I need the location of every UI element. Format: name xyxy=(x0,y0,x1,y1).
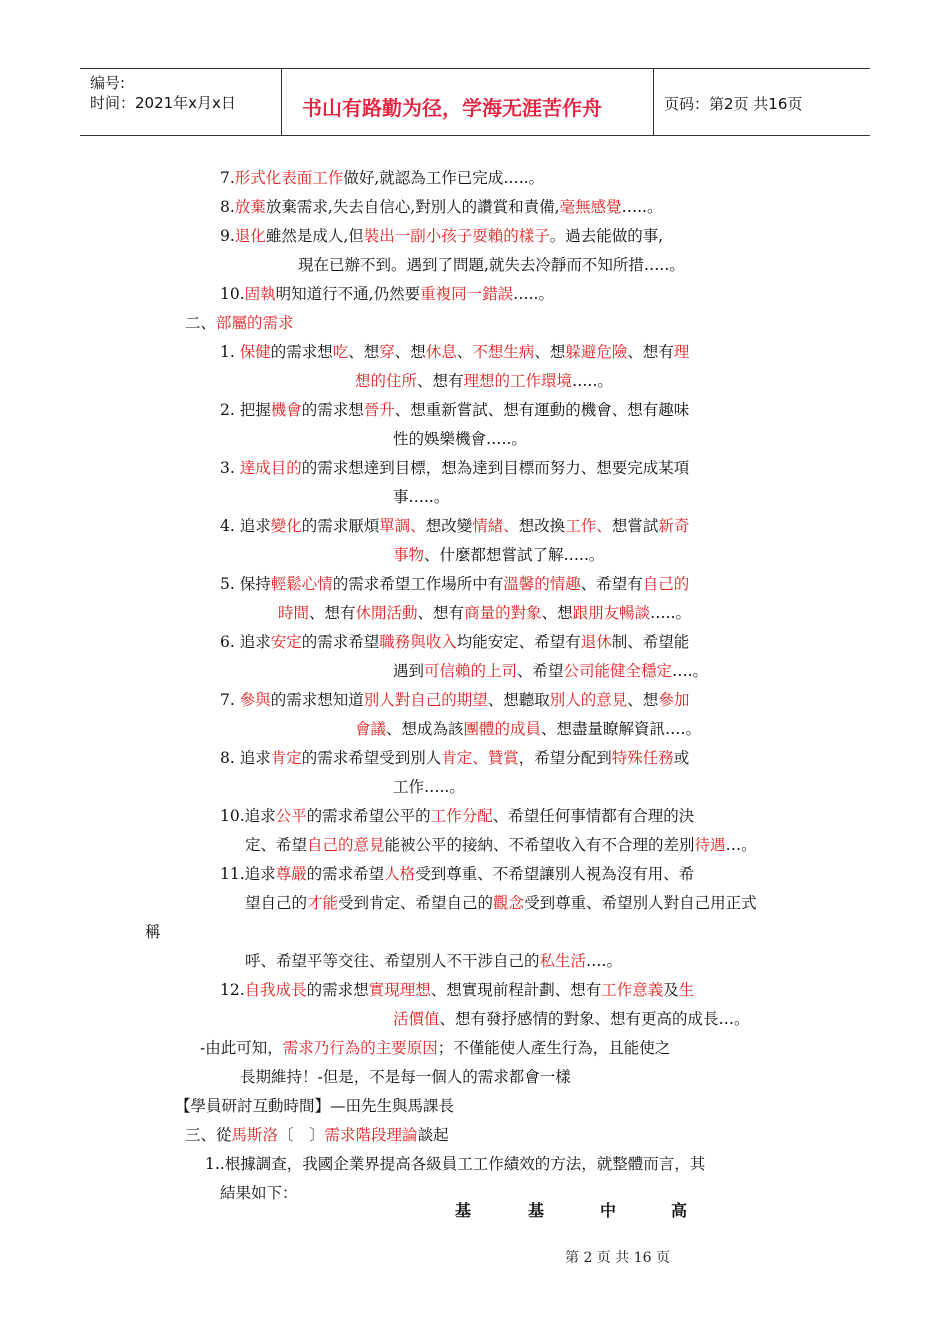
highlighted-term: 觀念 xyxy=(493,894,525,912)
text-line xyxy=(220,574,689,594)
text-line xyxy=(185,1125,449,1145)
document-number-label: 编号: xyxy=(90,74,126,92)
highlighted-term: 活價值 xyxy=(393,1010,440,1028)
highlighted-term: 肯定、贊賞 xyxy=(441,749,519,767)
text-line xyxy=(393,545,604,565)
text-segment: ，希望分配到 xyxy=(518,749,612,767)
text-segment: 10. xyxy=(220,285,245,303)
text-segment: …..。 xyxy=(621,198,663,216)
text-segment: 、希望有 xyxy=(580,575,643,593)
text-segment: 或 xyxy=(673,749,690,767)
text-segment: 2. 把握 xyxy=(220,401,271,419)
text-segment: ….。 xyxy=(672,662,708,680)
text-segment: 受到肯定、希望自己的 xyxy=(338,894,494,912)
highlighted-term: 肯定 xyxy=(270,749,302,767)
text-segment: 及 xyxy=(663,981,679,999)
highlighted-term: 重複同一錯誤 xyxy=(420,285,514,303)
text-segment: 工作…..。 xyxy=(393,778,465,796)
table-header-cell: 中 xyxy=(600,1201,617,1220)
text-segment: 。過去能做的事, xyxy=(549,227,664,245)
highlighted-term: 別人的意見 xyxy=(549,691,628,709)
highlighted-term: 自己的 xyxy=(642,575,690,593)
highlighted-term: 形式化表面工作 xyxy=(234,169,344,187)
highlighted-term: 理 xyxy=(673,343,690,361)
highlighted-term: 吃 xyxy=(332,343,349,361)
text-segment: 、想 xyxy=(627,691,659,709)
highlighted-term: 可信賴的上司 xyxy=(424,662,518,680)
highlighted-term: 達成目的 xyxy=(239,459,302,477)
text-segment: 7. xyxy=(220,169,235,187)
text-segment: 、想 xyxy=(541,604,573,622)
text-segment: 、希望任何事情都有合理的決 xyxy=(492,807,695,825)
text-segment: 結果如下： xyxy=(220,1184,298,1202)
highlighted-term: 才能 xyxy=(307,894,339,912)
highlighted-term: 新奇 xyxy=(658,517,690,535)
highlighted-term: 單調、 xyxy=(379,517,426,535)
text-segment: 受到尊重、不希望讓別人視為沒有用、希 xyxy=(415,865,695,883)
highlighted-term: 需求階段理論 xyxy=(324,1126,418,1144)
text-segment: 定、希望 xyxy=(245,836,308,854)
highlighted-term: 情緒、 xyxy=(472,517,519,535)
highlighted-term: 特殊任務 xyxy=(611,749,674,767)
text-segment: 的需求希望 xyxy=(301,633,380,651)
text-segment: 、想有 xyxy=(627,343,674,361)
text-segment: 4. 追求 xyxy=(220,517,271,535)
text-segment: 【學員研討互動時間】—田先生與馬課長 xyxy=(175,1097,455,1115)
text-segment: 想改換 xyxy=(518,517,566,535)
text-segment: …..。 xyxy=(650,604,691,622)
highlighted-term: 私生活 xyxy=(539,952,587,970)
text-segment: 、想重新嘗試、想有運動的機會、想有趣味 xyxy=(394,401,690,419)
text-line xyxy=(145,922,161,942)
header-divider-right xyxy=(653,68,654,136)
highlighted-term: 晉升 xyxy=(363,401,395,419)
text-segment: …..。 xyxy=(513,285,554,303)
highlighted-term: 休閒活動 xyxy=(355,604,418,622)
text-segment: 的需求想 xyxy=(301,401,364,419)
text-line xyxy=(220,400,689,420)
text-segment: 、希望 xyxy=(517,662,564,680)
text-line xyxy=(355,371,613,391)
text-segment: ；不僅能使人產生行為，且能使之 xyxy=(437,1039,671,1057)
highlighted-term: 實現理想 xyxy=(368,981,431,999)
highlighted-term: 公平 xyxy=(275,807,307,825)
text-segment: 想嘗試 xyxy=(611,517,659,535)
highlighted-term: 固執 xyxy=(244,285,276,303)
text-segment: -由此可知， xyxy=(200,1039,283,1057)
highlighted-term: 機會 xyxy=(270,401,302,419)
highlighted-term: 不想生病 xyxy=(472,343,535,361)
text-segment: 做好,就認為工作已完成…..。 xyxy=(343,169,545,187)
text-segment: 、想盡量瞭解資訊….。 xyxy=(541,720,701,738)
table-header-cell: 基 xyxy=(455,1201,472,1220)
text-line xyxy=(220,748,689,768)
highlighted-term: 職務與收入 xyxy=(379,633,457,651)
highlighted-term: 生 xyxy=(678,981,695,999)
highlighted-term: 退化 xyxy=(234,227,266,245)
text-segment: 1. xyxy=(220,343,240,361)
text-segment: 遇到 xyxy=(393,662,425,680)
text-line xyxy=(220,1183,298,1203)
header-top-rule xyxy=(80,68,870,69)
highlighted-term: 躲避危險 xyxy=(565,343,628,361)
highlighted-term: 變化 xyxy=(270,517,302,535)
text-line xyxy=(245,835,757,855)
highlighted-term: 公司能健全穩定 xyxy=(563,662,673,680)
text-segment: 望自己的 xyxy=(245,894,308,912)
text-segment: 三、從 xyxy=(185,1126,232,1144)
highlighted-term: 溫馨的情趣 xyxy=(503,575,581,593)
text-segment: 9. xyxy=(220,227,235,245)
text-line xyxy=(220,458,689,478)
text-segment: …。 xyxy=(725,836,757,854)
text-segment: 1..根據調查，我國企業界提高各級員工工作績效的方法，就整體而言，其 xyxy=(205,1155,706,1173)
text-segment: 、 xyxy=(456,343,473,361)
text-segment: 、想有 xyxy=(417,604,465,622)
text-segment: 長期維持！-但是，不是每一個人的需求都會一樣 xyxy=(240,1068,571,1086)
text-segment: 受到尊重、希望別人對自己用正式 xyxy=(524,894,757,912)
text-segment: 、想 xyxy=(534,343,566,361)
highlighted-term: 自我成長 xyxy=(244,981,307,999)
text-segment: 11.追求 xyxy=(220,865,276,883)
text-line xyxy=(220,226,663,246)
text-line xyxy=(175,1096,454,1116)
highlighted-term: 時間 xyxy=(278,604,310,622)
header-divider-left xyxy=(281,68,282,136)
highlighted-term: 安定 xyxy=(270,633,302,651)
highlighted-term: 待遇 xyxy=(694,836,726,854)
text-segment: 、想 xyxy=(394,343,426,361)
text-segment: 的需求希望工作場所中有 xyxy=(332,575,504,593)
text-segment: 8. xyxy=(220,198,235,216)
text-segment: 的需求厭煩 xyxy=(301,517,380,535)
highlighted-term: 輕鬆心情 xyxy=(270,575,333,593)
text-segment: 7. xyxy=(220,691,240,709)
text-line xyxy=(220,632,689,652)
text-segment: 稱 xyxy=(145,923,161,941)
text-line xyxy=(278,603,691,623)
text-line xyxy=(240,1067,571,1087)
text-segment: 的需求希望 xyxy=(306,865,385,883)
highlighted-term: 參加 xyxy=(658,691,690,709)
text-segment: 6. 追求 xyxy=(220,633,271,651)
highlighted-term: 馬斯洛 xyxy=(231,1126,279,1144)
text-line xyxy=(245,893,757,913)
text-line xyxy=(220,806,694,826)
text-line xyxy=(298,255,685,275)
text-line xyxy=(393,661,708,681)
text-line xyxy=(220,516,689,536)
text-segment: 的需求想知道 xyxy=(270,691,364,709)
text-segment: 3. xyxy=(220,459,240,477)
text-line xyxy=(393,777,465,797)
text-segment: 10.追求 xyxy=(220,807,276,825)
text-line xyxy=(355,719,701,739)
highlighted-term: 理想的工作環境 xyxy=(463,372,573,390)
text-segment: 、什麼都想嘗試了解…..。 xyxy=(424,546,605,564)
text-segment: 、想有 xyxy=(417,372,464,390)
text-segment: 現在已辦不到。遇到了問題,就失去冷靜而不知所措…..。 xyxy=(298,256,685,274)
highlighted-term: 放棄 xyxy=(234,198,266,216)
text-segment: 的需求希望受到別人 xyxy=(301,749,442,767)
highlighted-term: 裝出一副小孩子耍賴的樣子 xyxy=(363,227,550,245)
text-line xyxy=(220,284,554,304)
highlighted-term: 工作、 xyxy=(565,517,612,535)
text-segment: 、想有發抒感情的對象、想有更高的成長…。 xyxy=(439,1010,750,1028)
text-segment: 的需求想 xyxy=(306,981,369,999)
highlighted-term: 事物 xyxy=(393,546,425,564)
document-date: 时间：2021年x月x日 xyxy=(90,94,236,112)
highlighted-term: 保健 xyxy=(239,343,271,361)
text-line xyxy=(245,951,622,971)
highlighted-term: 部屬的需求 xyxy=(216,314,294,332)
highlighted-term: 毫無感覺 xyxy=(559,198,622,216)
text-line xyxy=(220,342,689,362)
text-line xyxy=(393,1009,750,1029)
text-segment: ….。 xyxy=(586,952,622,970)
text-line xyxy=(393,487,449,507)
text-segment: 均能安定、希望有 xyxy=(456,633,581,651)
text-line xyxy=(220,197,662,217)
highlighted-term: 需求乃行為的主要原因 xyxy=(282,1039,438,1057)
header-bottom-rule xyxy=(80,135,870,136)
text-segment: 、想 xyxy=(348,343,380,361)
text-segment: 明知道行不通,仍然要 xyxy=(275,285,421,303)
text-segment: 呼、希望平等交往、希望別人不干涉自己的 xyxy=(245,952,540,970)
text-segment: 5. 保持 xyxy=(220,575,271,593)
highlighted-term: 參與 xyxy=(239,691,271,709)
highlighted-term: 自己的意見 xyxy=(307,836,385,854)
text-line xyxy=(220,980,694,1000)
text-segment: 8. 追求 xyxy=(220,749,271,767)
highlighted-term: 工作意義 xyxy=(601,981,664,999)
text-segment: …..。 xyxy=(572,372,613,390)
text-segment: 想改變 xyxy=(425,517,473,535)
highlighted-term: 跟朋友暢談 xyxy=(572,604,651,622)
text-segment: 能被公平的接納、不希望收入有不合理的差別 xyxy=(384,836,695,854)
text-line xyxy=(185,313,294,333)
header-motto: 书山有路勤为径，学海无涯苦作舟 xyxy=(302,96,602,120)
text-segment: 的需求想達到目標，想為達到目標而努力、想要完成某項 xyxy=(301,459,690,477)
text-segment: 二、 xyxy=(185,314,217,332)
table-header-cell: 基 xyxy=(528,1201,545,1220)
text-segment: 〔 〕 xyxy=(278,1126,325,1144)
text-segment: 性的娛樂機會…..。 xyxy=(393,430,527,448)
highlighted-term: 退休 xyxy=(580,633,612,651)
text-segment: 、想有 xyxy=(309,604,356,622)
text-segment: 的需求想 xyxy=(270,343,333,361)
highlighted-term: 想的住所 xyxy=(355,372,418,390)
text-segment: 、想成為該 xyxy=(386,720,464,738)
highlighted-term: 別人對自己的期望 xyxy=(363,691,488,709)
text-segment: 、想聽取 xyxy=(487,691,550,709)
text-line xyxy=(220,690,689,710)
page-footer: 第 2 页 共 16 页 xyxy=(565,1250,670,1266)
highlighted-term: 會議 xyxy=(355,720,387,738)
text-line xyxy=(200,1038,670,1058)
text-segment: 放棄需求,失去自信心,對別人的讚賞和責備, xyxy=(265,198,560,216)
text-line xyxy=(220,864,694,884)
text-segment: 的需求希望公平的 xyxy=(306,807,431,825)
text-segment: 雖然是成人,但 xyxy=(265,227,364,245)
highlighted-term: 團體的成員 xyxy=(463,720,542,738)
text-segment: 制、希望能 xyxy=(611,633,690,651)
text-segment: 、想實現前程計劃、想有 xyxy=(430,981,602,999)
text-segment: 12. xyxy=(220,981,245,999)
text-line xyxy=(220,168,544,188)
highlighted-term: 尊嚴 xyxy=(275,865,307,883)
text-line xyxy=(393,429,527,449)
highlighted-term: 休息 xyxy=(425,343,457,361)
highlighted-term: 穿 xyxy=(379,343,395,361)
page-indicator: 页码：第2页 共16页 xyxy=(664,95,803,113)
text-segment: 事…..。 xyxy=(393,488,450,506)
highlighted-term: 工作分配 xyxy=(430,807,493,825)
table-header-cell: 高 xyxy=(671,1201,688,1220)
highlighted-term: 商量的對象 xyxy=(464,604,542,622)
highlighted-term: 人格 xyxy=(384,865,416,883)
text-line xyxy=(205,1154,705,1174)
text-segment: 談起 xyxy=(417,1126,449,1144)
